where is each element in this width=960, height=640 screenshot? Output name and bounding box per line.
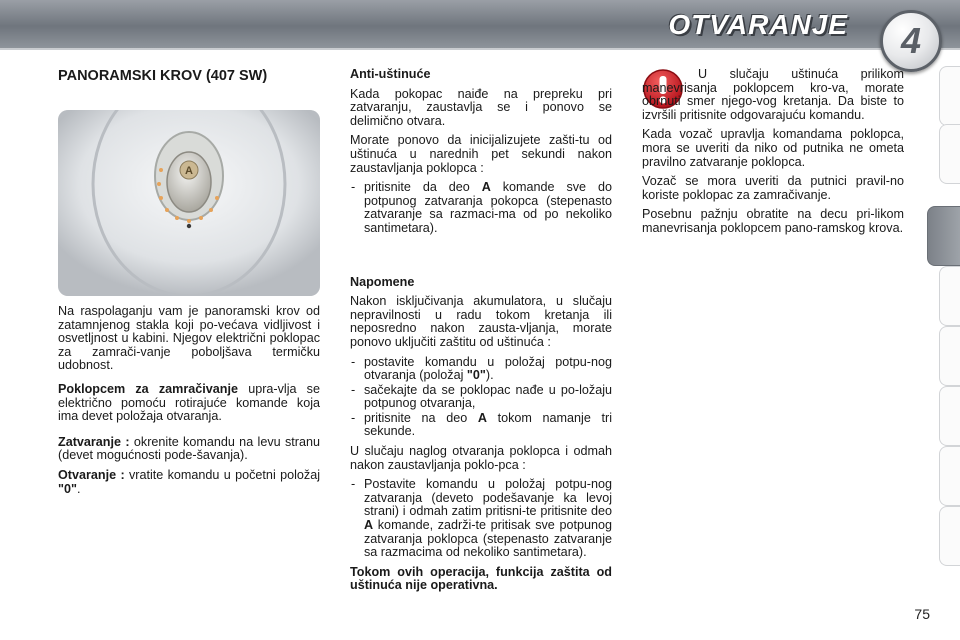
column-3-p2: Kada vozač upravlja komandama poklopca, mora se uveriti da niko od putnika ne ometa pravilno zatvaranje poklopca. [642,127,904,169]
chapter-tab-active[interactable] [927,206,960,266]
notes-heading: Napomene [350,274,415,289]
opening-position: "0" [58,481,77,496]
sunblind-text: upra-vlja se električno pomoću rotirajuće komande koja ima devet položaja otvaranja. [58,381,320,424]
chapter-tabs [926,66,960,576]
column-3-p4: Posebnu pažnju obratite na decu pri-likom manevrisanja poklopcem pano-ramskog krova. [642,207,904,235]
column-1-text [58,305,320,502]
notes-p2: U slučaju naglog otvaranja poklopca i odmah nakon zaustavljanja poklo-pca : [350,444,612,472]
anti-pinch-p2: Morate ponovo da inicijalizujete zašti-tu od uštinuća u narednih pet sekundi nakon zaustavljanja poklopca : [350,133,612,175]
chapter-tab[interactable] [939,386,960,446]
notes-list [350,356,612,440]
closing-text: okrenite komandu na levu stranu (devet mogućnosti pode-šavanja). [58,434,320,463]
opening-bold: Otvaranje : [58,467,125,482]
list-item: - postavite komandu u položaj potpu-nog otvaranja (položaj "0"). [350,356,612,383]
button-a-label: A [185,165,193,177]
closing-paragraph [58,436,320,463]
opening-paragraph [58,469,320,496]
chapter-badge: 4 [880,10,942,72]
intro-paragraph: Na raspolaganju vam je panoramski krov od zatamnjenog stakla koji po-većava vidljivost i osvetljnost u kabini. Njegov električni poklopac za zamrači-vanje poboljšava termičku udobnost. [58,304,320,373]
chapter-tab[interactable] [939,124,960,184]
anti-pinch-p1: Kada pokopac naiđe na prepreku pri zatvaranju, zaustavlja se i ponovo se delimično otvara. [350,86,612,128]
chapter-tab[interactable] [939,506,960,566]
header-divider [0,48,960,50]
chapter-tab[interactable] [939,446,960,506]
anti-pinch-heading: Anti-uštinuće [350,67,431,81]
opening-text: vratite komandu u početni položaj [124,467,320,482]
list-item: - sačekajte da se poklopac nađe u po-ložaju potpunog otvaranja, [350,384,612,411]
column-2-text [350,68,612,599]
section-heading: PANORAMSKI KROV (407 SW) [58,68,268,84]
notes-list-2 [350,478,612,560]
list-item: - pritisnite da deo A komande sve do potpunog zatvaranja pokopca (stepenasto zatvaranje sa razmaci-ma od po nekoliko santimetara). [350,181,612,235]
column-3-text [642,68,904,242]
page-title: OTVARANJE [668,9,848,40]
chapter-tab[interactable] [939,326,960,386]
anti-pinch-list [350,181,612,235]
chapter-tab[interactable] [939,66,960,126]
roof-control-illustration [58,110,320,296]
sunblind-paragraph [58,383,320,424]
list-item: - Postavite komandu u položaj potpu-nog zatvaranja (deveto podešavanje ka levoj strani) i odmah zatim pritisni-te pritisnite deo A komande, zadrži-te pritisak sve potpunog zatvaranja poklopca (stepenasto zatvaranje sa razmacima od nekoliko santimetara). [350,478,612,560]
roof-control-photo [58,110,320,296]
list-item: - pritisnite na deo A tokom namanje tri sekunde. [350,412,612,439]
chapter-tab[interactable] [939,266,960,326]
sunblind-bold: Poklopcem za zamračivanje [58,381,238,396]
closing-bold: Zatvaranje : [58,434,130,449]
warning-paragraph: U slučaju uštinuća prilikom manevrisanja poklopcem kro-va, morate obrnuti smer njego-vog kretanja. Da biste to izvršili pritisnite odgovarajuću komandu. [642,67,904,122]
notes-final: Tokom ovih operacija, funkcija zaštita od uštinuća nije operativna. [350,564,612,593]
opening-end: . [76,481,81,496]
page-number: 75 [914,606,930,622]
notes-p1: Nakon isključivanja akumulatora, u slučaju nepravilnosti u radu tokom kretanja ili neposredno nakon zausta-vljanja, morate ponovo uključiti zaštitu od uštinuća : [350,294,612,349]
column-3-p3: Vozač se mora uveriti da putnici pravil-no koriste poklopac za zamračivanje. [642,174,904,202]
